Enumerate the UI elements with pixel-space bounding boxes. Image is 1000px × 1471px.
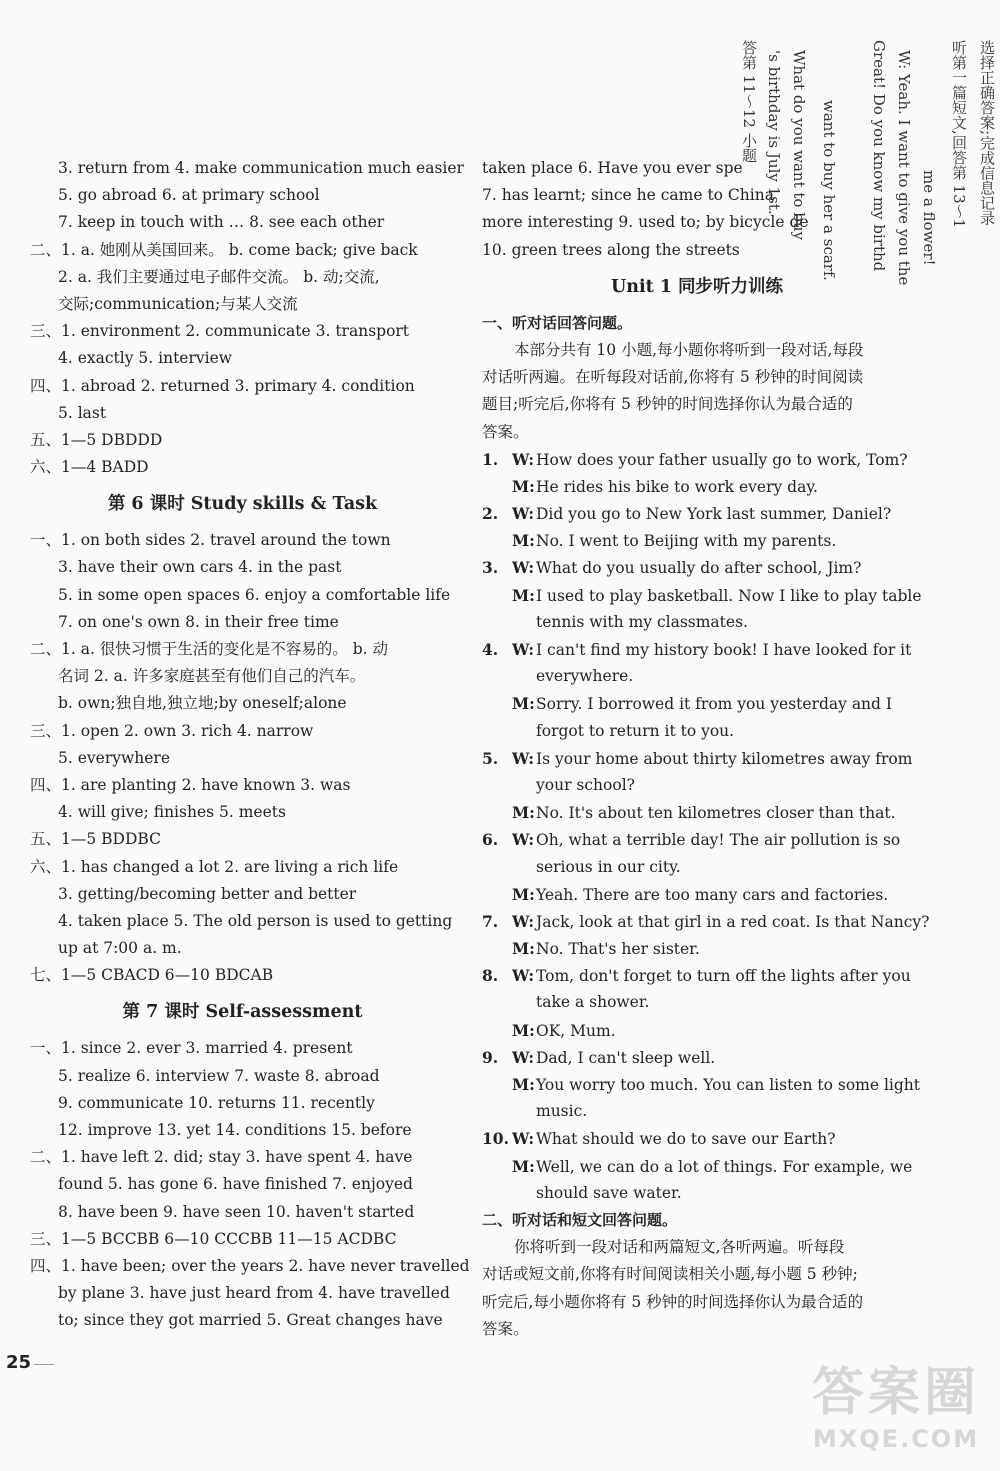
- section-title: 一、听对话回答问题。: [482, 313, 633, 332]
- answer-line: 六、1—4 BADD: [30, 458, 149, 477]
- dialogue-text: I can't find my history book! I have looked for it: [536, 641, 912, 659]
- answer-line: 五、1—5 DBDDD: [30, 430, 163, 449]
- dialogue-line: [482, 1125, 912, 1152]
- question-number: 8.: [482, 966, 499, 986]
- answer-line: to; since they got married 5. Great changes have: [58, 1311, 443, 1330]
- answer-line: 5. everywhere: [58, 748, 170, 767]
- answer-line: 5. go abroad 6. at primary school: [58, 186, 320, 205]
- answer-line: found 5. has gone 6. have finished 7. enjoyed: [58, 1175, 413, 1194]
- rotated-text-block: [720, 40, 1000, 300]
- dialogue-text: No. That's her sister.: [536, 940, 700, 959]
- speaker-label: M:: [512, 1020, 535, 1040]
- answer-line: 10. green trees along the streets: [482, 240, 740, 259]
- answer-line: 三、1—5 BCCBB 6—10 CCCBB 11—15 ACDBC: [30, 1229, 397, 1248]
- dialogue-continuation: tennis with my classmates.: [536, 612, 748, 631]
- speaker-label: W:: [512, 1047, 535, 1067]
- answer-line: 5. last: [58, 403, 107, 422]
- answer-line: 9. communicate 10. returns 11. recently: [58, 1093, 375, 1112]
- answer-line: b. own;独自地,独立地;by oneself;alone: [58, 694, 347, 713]
- page-number-rule: [34, 1364, 54, 1365]
- answer-line: 4. exactly 5. interview: [58, 349, 233, 368]
- speaker-label: W:: [512, 830, 535, 850]
- answer-line: 2. a. 我们主要通过电子邮件交流。 b. 动;交流,: [58, 267, 380, 286]
- question-number: 3.: [482, 558, 499, 578]
- question-number: 4.: [482, 640, 499, 659]
- answer-line: 12. improve 13. yet 14. conditions 15. before: [58, 1121, 412, 1139]
- answer-line: 3. getting/becoming better and better: [58, 884, 357, 903]
- answer-line: 答案。: [482, 1319, 529, 1338]
- answer-line: 本部分共有 10 小题,每小题你将听到一段对话,每段: [514, 340, 864, 359]
- speaker-label: W:: [512, 748, 535, 768]
- dialogue-line: [482, 1044, 912, 1071]
- dialogue-continuation: forgot to return it to you.: [536, 721, 735, 740]
- dialogue-continuation: music.: [536, 1102, 588, 1121]
- dialogue-text: He rides his bike to work every day.: [536, 477, 818, 496]
- dialogue-line: [482, 1153, 912, 1180]
- speaker-label: M:: [512, 884, 535, 904]
- speaker-label: W:: [512, 449, 535, 469]
- dialogue-line: [482, 690, 912, 717]
- dialogue-line: [482, 473, 912, 500]
- dialogue-text: Tom, don't forget to turn off the lights after you: [536, 967, 911, 986]
- answer-line: 一、1. on both sides 2. travel around the town: [30, 531, 391, 550]
- answer-line: more interesting 9. used to; by bicycle de: [482, 213, 809, 232]
- answer-line: 二、1. a. 很快习惯于生活的变化是不容易的。 b. 动: [30, 640, 389, 658]
- dialogue-text: Yeah. There are too many cars and factories.: [536, 885, 889, 904]
- rotated-line: want to buy her a scarf.: [820, 100, 838, 281]
- answer-line: 答案。: [482, 422, 529, 441]
- dialogue-line: [482, 554, 912, 581]
- dialogue-line: [482, 1071, 921, 1098]
- watermark-url: MXQE.COM: [812, 1425, 980, 1453]
- rotated-line: me a flower!: [920, 170, 938, 266]
- dialogue-line: [482, 962, 912, 989]
- answer-line: 二、1. a. 她刚从美国回来。 b. come back; give back: [30, 240, 418, 259]
- answer-line: 7. has learnt; since he came to China: [482, 186, 774, 205]
- speaker-label: M:: [512, 1156, 535, 1176]
- answer-line: 8. have been 9. have seen 10. haven't started: [58, 1202, 415, 1221]
- section-heading: 第 7 课时 Self-assessment: [122, 1002, 363, 1023]
- answer-line: by plane 3. have just heard from 4. have travelled: [58, 1284, 450, 1303]
- rotated-line: 听第一篇短文,回答第 13～1: [950, 40, 968, 229]
- question-number: 7.: [482, 911, 499, 931]
- rotated-line: 选择正确答案;完成信息记录: [978, 40, 996, 226]
- dialogue-line: [482, 636, 912, 663]
- speaker-label: M:: [512, 694, 535, 714]
- answer-line: 3. return from 4. make communication much easier: [58, 159, 464, 177]
- speaker-label: M:: [512, 803, 535, 823]
- rotated-line: 's birthday is July 1st.: [765, 50, 783, 215]
- dialogue-text: Well, we can do a lot of things. For example, we: [536, 1157, 913, 1176]
- dialogue-text: Dad, I can't sleep well.: [536, 1048, 716, 1067]
- dialogue-text: I used to play basketball. Now I like to play table: [536, 586, 922, 605]
- speaker-label: W:: [512, 558, 535, 578]
- rotated-line: Great! Do you know my birthd: [870, 40, 888, 272]
- section-heading: Unit 1 同步听力训练: [610, 276, 784, 297]
- question-number: 2.: [482, 504, 499, 524]
- answer-line: 对话或短文前,你将有时间阅读相关小题,每小题 5 秒钟;: [482, 1265, 858, 1284]
- speaker-label: W:: [512, 1129, 535, 1149]
- answer-line: 五、1—5 BDDBC: [30, 830, 161, 849]
- answer-line: 听完后,每小题你将有 5 秒钟的时间选择你认为最合适的: [482, 1292, 864, 1311]
- answer-line: 7. keep in touch with … 8. see each other: [58, 213, 385, 232]
- dialogue-line: [482, 826, 912, 853]
- dialogue-text: No. It's about ten kilometres closer than that.: [536, 804, 896, 823]
- speaker-label: M:: [512, 1075, 535, 1094]
- answer-line: 5. in some open spaces 6. enjoy a comfortable life: [58, 585, 451, 604]
- dialogue-line: [482, 582, 922, 609]
- dialogue-continuation: your school?: [536, 775, 635, 794]
- dialogue-line: [482, 881, 912, 908]
- dialogue-text: OK, Mum.: [536, 1021, 616, 1040]
- answer-line: taken place 6. Have you ever spe: [482, 159, 743, 177]
- section-heading: 第 6 课时 Study skills & Task: [107, 494, 378, 515]
- answer-line: 四、1. abroad 2. returned 3. primary 4. condition: [30, 376, 415, 395]
- speaker-label: W:: [512, 640, 535, 659]
- answer-line: 3. have their own cars 4. in the past: [58, 558, 342, 577]
- dialogue-continuation: should save water.: [536, 1183, 682, 1202]
- dialogue-continuation: serious in our city.: [536, 857, 681, 876]
- speaker-label: M:: [512, 531, 535, 551]
- answer-line: 二、1. have left 2. did; stay 3. have spent 4. have: [30, 1148, 413, 1167]
- answer-line: 对话听两遍。在听每段对话前,你将有 5 秒钟的时间阅读: [482, 368, 864, 387]
- question-number: 9.: [482, 1047, 499, 1067]
- speaker-label: W:: [512, 911, 535, 931]
- dialogue-line: [482, 935, 912, 962]
- question-number: 10.: [482, 1129, 509, 1149]
- dialogue-line: [482, 745, 912, 772]
- dialogue-text: What do you usually do after school, Jim?: [536, 559, 862, 578]
- answer-line: 三、1. environment 2. communicate 3. transport: [30, 322, 410, 341]
- speaker-label: W:: [512, 966, 535, 986]
- dialogue-text: Jack, look at that girl in a red coat. Is that Nancy?: [536, 912, 930, 931]
- answer-line: 一、1. since 2. ever 3. married 4. present: [30, 1039, 353, 1058]
- speaker-label: W:: [512, 504, 535, 524]
- dialogue-text: No. I went to Beijing with my parents.: [536, 532, 837, 551]
- page-number: 25: [6, 1352, 32, 1373]
- answer-line: 4. will give; finishes 5. meets: [58, 803, 286, 822]
- question-number: 1.: [482, 449, 499, 469]
- watermark-title: 答案圈: [811, 1363, 980, 1423]
- rotated-line: What do you want to buy: [790, 50, 808, 240]
- rotated-line: 答第 11～12 小题: [740, 40, 758, 163]
- left-column: [30, 155, 470, 1335]
- answer-line: up at 7:00 a. m.: [58, 939, 182, 958]
- dialogue-text: Oh, what a terrible day! The air pollution is so: [536, 831, 901, 850]
- answer-line: 名词 2. a. 许多家庭甚至有他们自己的汽车。: [58, 667, 366, 686]
- answer-line: 四、1. are planting 2. have known 3. was: [30, 775, 351, 794]
- speaker-label: M:: [512, 476, 535, 496]
- answer-line: 4. taken place 5. The old person is used to getting: [58, 911, 453, 930]
- question-number: 6.: [482, 830, 499, 850]
- dialogue-text: What should we do to save our Earth?: [536, 1130, 836, 1149]
- dialogue-line: [482, 908, 930, 935]
- answer-line: 六、1. has changed a lot 2. are living a rich life: [30, 857, 399, 876]
- dialogue-text: How does your father usually go to work, Tom?: [536, 450, 908, 469]
- answer-line: 5. realize 6. interview 7. waste 8. abroad: [58, 1066, 380, 1085]
- dialogue-text: You worry too much. You can listen to some light: [536, 1076, 921, 1094]
- dialogue-text: Did you go to New York last summer, Daniel?: [536, 505, 892, 524]
- question-number: 5.: [482, 748, 499, 768]
- dialogue-text: Sorry. I borrowed it from you yesterday and I: [536, 695, 893, 714]
- dialogue-text: Is your home about thirty kilometres away from: [536, 749, 913, 768]
- dialogue-line: [482, 799, 912, 826]
- dialogue-line: [482, 446, 912, 473]
- section-title: 二、听对话和短文回答问题。: [482, 1210, 678, 1229]
- watermark-logo: [812, 1350, 980, 1453]
- answer-line: 七、1—5 CBACD 6—10 BDCAB: [30, 966, 274, 985]
- dialogue-continuation: everywhere.: [536, 667, 634, 686]
- answer-line: 三、1. open 2. own 3. rich 4. narrow: [30, 721, 314, 740]
- answer-line: 题目;听完后,你将有 5 秒钟的时间选择你认为最合适的: [482, 395, 853, 414]
- speaker-label: M:: [512, 585, 535, 605]
- dialogue-line: [482, 1017, 912, 1044]
- speaker-label: M:: [512, 939, 535, 959]
- answer-line: 7. on one's own 8. in their free time: [58, 612, 339, 631]
- answer-line: 交际;communication;与某人交流: [58, 294, 298, 313]
- rotated-line: W: Yeah. I want to give you the: [895, 50, 913, 286]
- answer-line: 四、1. have been; over the years 2. have never travelled: [30, 1256, 470, 1275]
- dialogue-line: [482, 500, 912, 527]
- answer-line: 你将听到一段对话和两篇短文,各听两遍。听每段: [514, 1238, 845, 1257]
- dialogue-line: [482, 527, 912, 554]
- dialogue-continuation: take a shower.: [536, 993, 650, 1012]
